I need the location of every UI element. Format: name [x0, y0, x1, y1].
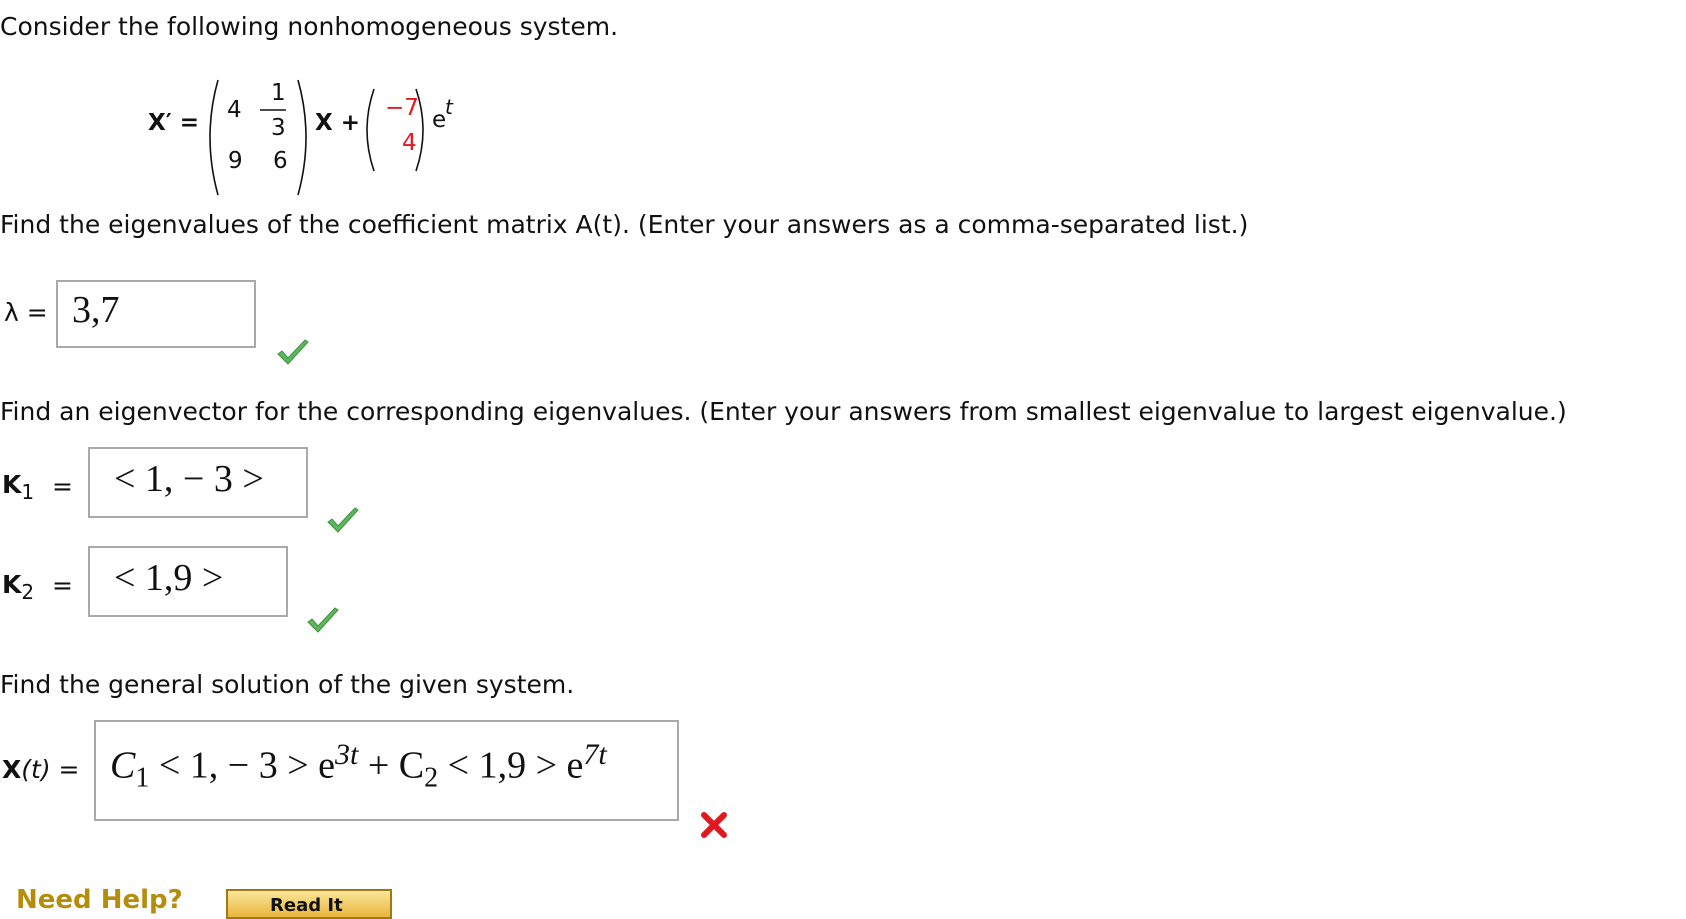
correct-check-icon: [306, 606, 340, 634]
exp-base: e: [432, 107, 447, 133]
plus-c2: + C: [367, 744, 425, 787]
correct-check-icon: [276, 338, 310, 366]
correct-check-icon: [326, 506, 360, 534]
system-equation: [140, 75, 520, 200]
vector-1-text: < 1, − 3 > e: [158, 744, 336, 787]
exp-power: t: [445, 95, 453, 119]
matrix-a21: 9: [228, 148, 243, 174]
q2-prompt: Find an eigenvector for the corresponding eigenvalues. (Enter your answers from smallest eigenvalue to largest eigenvalue.): [0, 397, 1567, 426]
c2-subscript: 2: [424, 762, 439, 794]
c1-subscript: 1: [135, 762, 150, 794]
intro-text: Consider the following nonhomogeneous system.: [0, 12, 619, 41]
general-solution-input[interactable]: [94, 720, 679, 821]
x-plus: X +: [315, 110, 361, 136]
matrix-a11: 4: [227, 97, 242, 123]
eigenvalues-input[interactable]: 3,7: [56, 280, 256, 348]
k1-label: $K_1$: [2, 470, 35, 504]
need-help-label: Need Help?: [16, 885, 183, 915]
vector-top: −7: [385, 95, 419, 121]
k1-input[interactable]: < 1, − 3 >: [88, 447, 308, 518]
lambda-label: λ =: [4, 298, 48, 327]
matrix-a12-numerator: 1: [271, 80, 286, 106]
k1-equals: =: [52, 472, 73, 501]
matrix-a22: 6: [273, 148, 288, 174]
k2-equals: =: [52, 571, 73, 600]
exp-2: 7t: [583, 738, 607, 771]
q3-prompt: Find the general solution of the given system.: [0, 670, 575, 699]
x-of-t-label: X(t) =: [2, 755, 80, 784]
read-it-button[interactable]: [226, 889, 392, 919]
matrix-brackets: [200, 75, 310, 200]
exp-1: 3t: [335, 738, 359, 771]
k2-label: $K_2$: [2, 570, 35, 604]
k2-input[interactable]: < 1,9 >: [88, 546, 288, 617]
q1-prompt: Find the eigenvalues of the coefficient matrix A(t). (Enter your answers as a comma-separated list.): [0, 210, 1249, 239]
c1-symbol: C: [110, 744, 136, 787]
read-it-label: Read It: [270, 895, 343, 916]
vector-bottom: 4: [402, 130, 417, 156]
vector-2-text: < 1,9 > e: [447, 744, 584, 787]
matrix-a12-denominator: 3: [271, 115, 286, 141]
x-prime-label: X′ =: [148, 110, 200, 136]
incorrect-x-icon: [699, 810, 729, 840]
